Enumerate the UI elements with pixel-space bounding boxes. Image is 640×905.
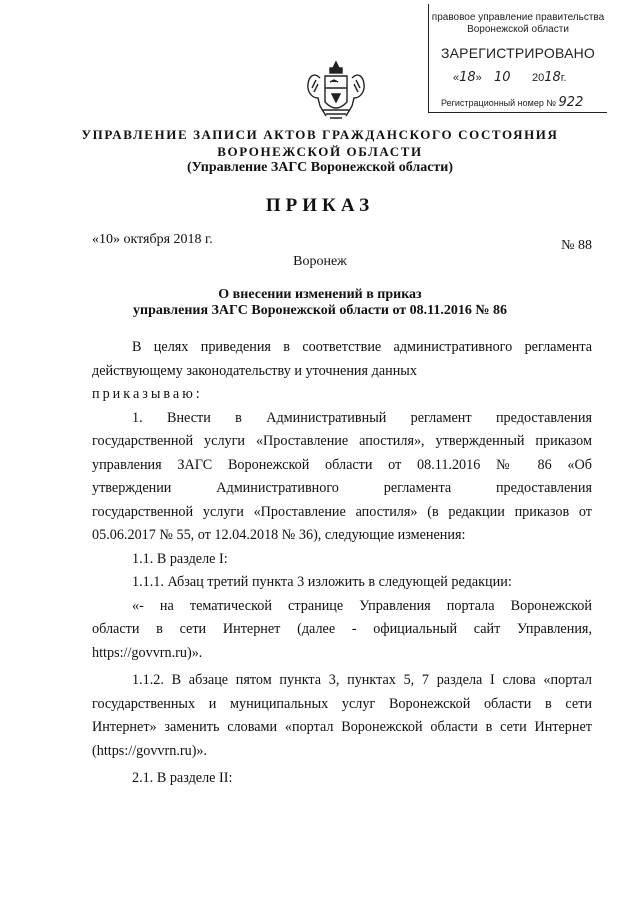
body-line: 05.06.2017 № 55, от 12.04.2018 № 36), следующие изменения:: [92, 527, 466, 543]
body-line: управления ЗАГС Воронежской области от 08.11.2016 № 86 «Об: [92, 456, 592, 473]
stamp-registered: ЗАРЕГИСТРИРОВАНО: [440, 45, 596, 61]
section-heading: 1.1. В разделе I:: [132, 550, 228, 567]
body-line: области в сети Интернет (далее - официальный сайт Управления,: [92, 621, 592, 637]
body-line: https://govvrn.ru)».: [92, 644, 203, 661]
body-line: государственной услуги «Проставление апостиля», утвержденный приказом: [92, 433, 592, 449]
body-line: «- на тематической странице Управления портала Воронежской: [132, 597, 592, 614]
body-line: Интернет» заменить словами «портал Воронежской области в сети Интернет: [92, 719, 592, 735]
body-line: В целях приведения в соответствие административного регламента: [132, 339, 592, 355]
stamp-date: «18» 10 2018г.: [453, 70, 567, 85]
order-date: «10» октября 2018 г.: [92, 232, 213, 247]
body-line: (https://govvrn.ru)».: [92, 742, 208, 759]
city: Воронеж: [293, 254, 347, 269]
subject-line1: О внесении изменений в приказ: [218, 287, 422, 302]
org-short-name: (Управление ЗАГС Воронежской области): [186, 160, 454, 175]
org-name-line1: УПРАВЛЕНИЕ ЗАПИСИ АКТОВ ГРАЖДАНСКОГО СОСТОЯНИЯ: [81, 127, 559, 142]
section-heading: 2.1. В разделе II:: [132, 770, 233, 786]
coat-of-arms-icon: [306, 58, 366, 124]
stamp-month: 10: [494, 70, 511, 85]
stamp-day: 18: [459, 70, 476, 85]
stamp-year: 18: [544, 70, 561, 85]
body-line: 1.1.2. В абзаце пятом пункта 3, пунктах 5, 7 раздела I слова «портал: [132, 672, 592, 688]
stamp-reg-number: Регистрационный номер № 922: [441, 95, 584, 110]
stamp-region: Воронежской области: [467, 24, 569, 35]
body-line: 1. Внести в Административный регламент предоставления: [132, 409, 592, 426]
body-line: утверждении Административного регламента предоставления: [92, 480, 592, 496]
document-title: ПРИКАЗ: [265, 195, 375, 216]
body-line: государственной услуги «Проставление апостиля» (в редакции приказов от: [92, 503, 592, 520]
orders-word: приказываю:: [92, 386, 203, 402]
document-body: [92, 336, 592, 791]
registration-stamp: [428, 4, 607, 113]
org-name-line2: ВОРОНЕЖСКОЙ ОБЛАСТИ: [217, 144, 423, 159]
body-line: государственных и муниципальных услуг Воронежской области в сети: [92, 695, 592, 712]
body-line: действующему законодательству и уточнения данных: [92, 362, 417, 379]
body-line: 1.1.1. Абзац третий пункта 3 изложить в следующей редакции:: [132, 574, 512, 590]
subject-line2: управления ЗАГС Воронежской области от 08.11.2016 № 86: [133, 303, 507, 318]
stamp-department: правовое управление правительства: [431, 12, 605, 23]
order-number: № 88: [561, 238, 592, 253]
